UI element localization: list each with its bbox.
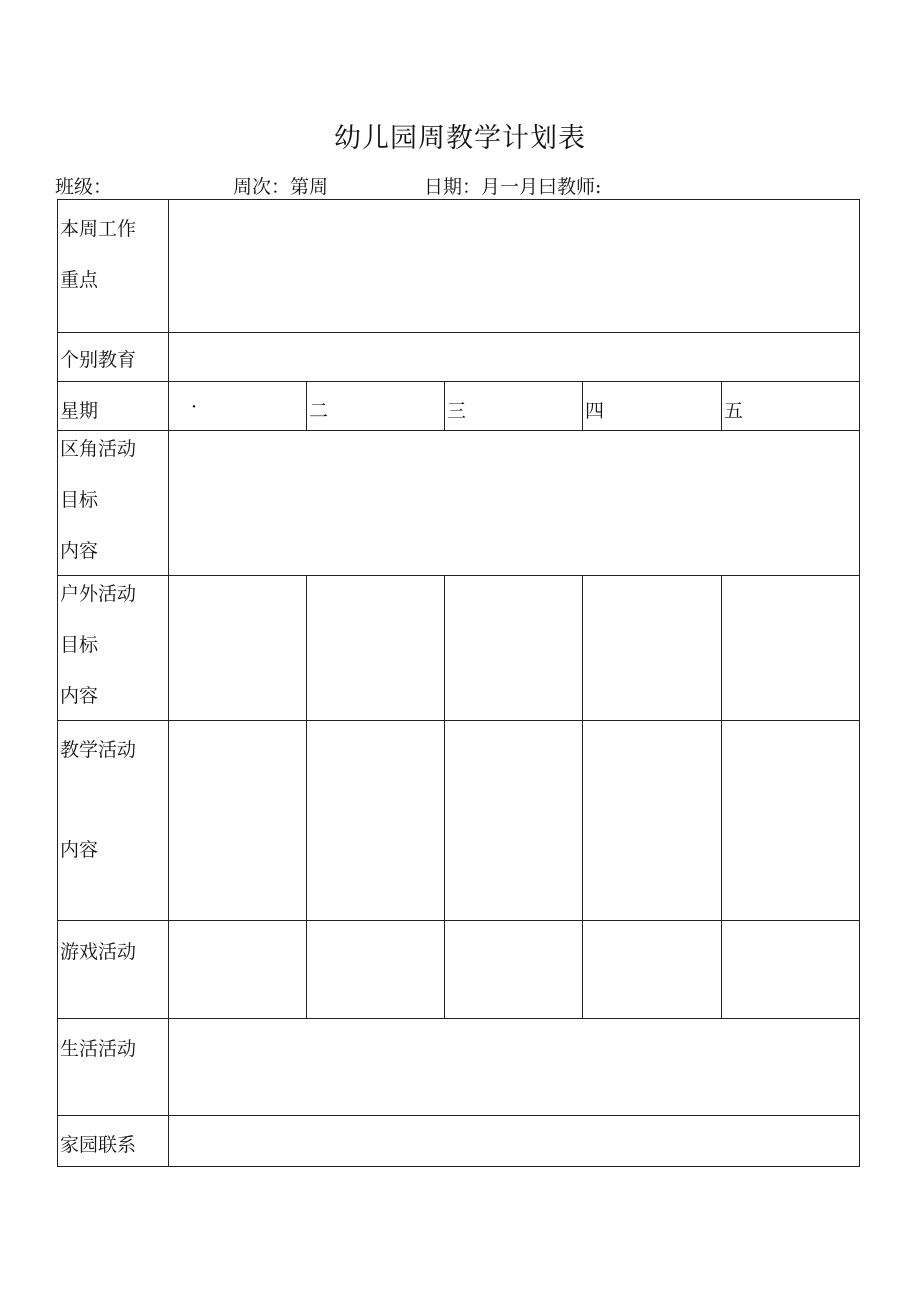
outdoor-activity-label-line2: 目标 (60, 634, 99, 656)
day-column-divider (444, 381, 445, 430)
day-column-divider (582, 381, 583, 430)
row-divider (58, 920, 859, 921)
teaching-activity-label-line2: 内容 (60, 839, 99, 861)
day-column-divider (721, 381, 722, 430)
corner-activity-label-line2: 目标 (60, 489, 99, 511)
row-divider (58, 1115, 859, 1116)
focus-label-line2: 重点 (60, 269, 99, 291)
row-divider (58, 381, 859, 382)
row-divider (58, 575, 859, 576)
day-column-divider (444, 575, 445, 1018)
row-divider (58, 332, 859, 333)
teaching-activity-label-line1: 教学活动 (60, 739, 137, 761)
weekday-4: 四 (585, 400, 605, 422)
week-label: 周次：第周 (233, 176, 329, 198)
weekday-3: 三 (447, 400, 467, 422)
corner-activity-label-line1: 区角活动 (60, 438, 137, 460)
weekday-label: 星期 (60, 400, 99, 422)
plan-table (57, 199, 860, 1167)
game-activity-label: 游戏活动 (60, 941, 137, 963)
day-column-divider (582, 575, 583, 1018)
corner-activity-label-line3: 内容 (60, 540, 99, 562)
class-label: 班级： (55, 176, 113, 198)
home-school-contact-label: 家园联系 (60, 1134, 137, 1156)
label-column-divider (168, 200, 169, 1166)
focus-label-line1: 本周工作 (60, 218, 137, 240)
outdoor-activity-label-line3: 内容 (60, 685, 99, 707)
page-title: 幼儿园周教学计划表 (334, 123, 586, 154)
day-column-divider (306, 381, 307, 430)
day-column-divider (306, 575, 307, 1018)
day-column-divider (721, 575, 722, 1018)
row-divider (58, 720, 859, 721)
weekday-2: 二 (309, 400, 329, 422)
row-divider (58, 430, 859, 431)
date-teacher-label: 日期：月一月曰教师: (424, 176, 602, 198)
life-activity-label: 生活活动 (60, 1038, 137, 1060)
row-divider (58, 1018, 859, 1019)
individual-education-label: 个别教育 (60, 349, 137, 371)
weekday-1: · (191, 396, 198, 418)
outdoor-activity-label-line1: 户外活动 (60, 583, 137, 605)
weekday-5: 五 (724, 400, 744, 422)
